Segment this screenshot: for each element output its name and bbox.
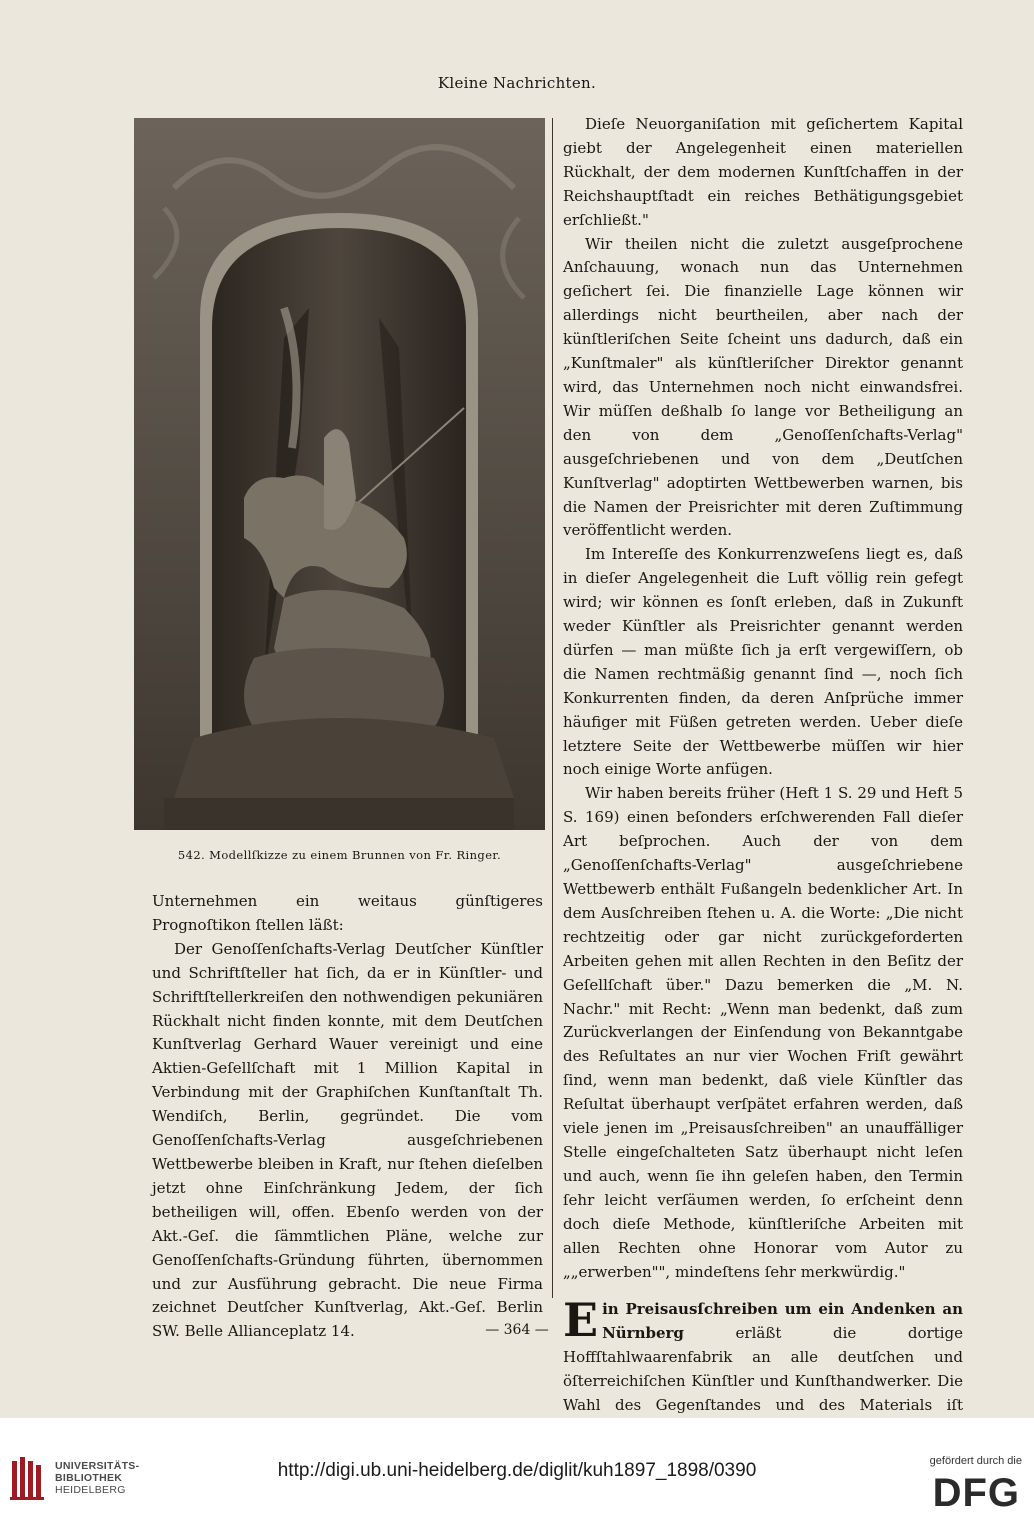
page-number: — 364 — bbox=[485, 1322, 549, 1338]
funding-note: gefördert durch die bbox=[929, 1455, 1022, 1467]
library-name: UNIVERSITÄTS- BIBLIOTHEK HEIDELBERG bbox=[55, 1460, 140, 1496]
notice-text: erläßt die dortige Hoffſtahlwaarenfabrik an alle deutſchen und öſterreichiſchen Künſtler und Kunſthandwerker. Die Wahl des Gegenſtandes und des Materials iſt bbox=[563, 1324, 963, 1415]
running-header: Kleine Nachrichten. bbox=[437, 74, 597, 92]
left-text-column bbox=[152, 890, 543, 1344]
drop-cap: E bbox=[563, 1293, 599, 1348]
paragraph: Wir theilen nicht die zuletzt ausgeſprochene Anſchauung, wonach nun das Unternehmen geſichert ſei. Die finanzielle Lage können wir allerdings nicht beurtheilen, aber nach der künſtleriſchen Seite ſcheint uns dadurch, daß ein „Kunſtmaler" als künſtleriſcher Direktor genannt wird, das Unternehmen noch nicht einwandsfrei. Wir müſſen deßhalb ſo lange vor Betheiligung an den von dem „Genoſſenſchafts-Verlag" ausgeſchriebenen und von dem „Deutſchen Kunſtverlag" adoptirten Wettbewerben warnen, bis die Namen der Preisrichter mit deren Zuſtimmung veröffentlicht werden. bbox=[563, 234, 963, 540]
paragraph: Wir haben bereits früher (Heft 1 S. 29 und Heft 5 S. 169) einen beſonders erſchwerenden Fall dieſer Art beſprochen. Auch der von dem „Genoſſenſchafts-Verlag" ausgeſchriebene Wettbewerb enthält Fußangeln bedenklicher Art. In dem Ausſchreiben ſtehen u. A. die Worte: „Die nicht rechtzeitig oder gar nicht zurückgeforderten Arbeiten gehen mit allen Rechten in den Beſitz der Geſellſchaft über." Dazu bemerken die „M. N. Nachr." mit Recht: „Wenn man bedenkt, daß zum Zurückverlangen der Einſendung von Bekanntgabe des Reſultates an nur vier Wochen Friſt gewährt ſind, wenn man bedenkt, daß viele Künſtler das Reſultat überhaupt verſpätet erfahren werden, daß viele jenen im „Preisausſchreiben" an unauffälliger Stelle eingeſchalteten Satz überhaupt nicht leſen und auch, wenn ſie ihn geleſen haben, den Termin ſehr leicht verſäumen werden, ſo erſcheint denn doch dieſe Methode, künſtleriſche Arbeiten mit allen Rechten ohne Honorar vom Autor zu „„erwerben"", mindeſtens ſehr merkwürdig." bbox=[563, 784, 963, 1281]
paragraph: Dieſe Neuorganiſation mit geſichertem Kapital giebt der Angelegenheit einen materiellen Rückhalt, der dem modernen Kunſtſchaffen in der Reichshauptſtadt ein reiches Bethätigungsgebiet erſchließt." bbox=[563, 115, 963, 229]
dfg-logo: DFG bbox=[932, 1471, 1020, 1515]
paragraph: Der Genoſſenſchafts-Verlag Deutſcher Künſtler und Schriftſteller hat ſich, da er in Künſtler- und Schriftſtellerkreiſen den nothwendigen pekuniären Rückhalt nicht finden konnte, mit dem Deutſchen Kunſtverlag Gerhard Wauer vereinigt und eine Aktien-Geſellſchaft mit 1 Million Kapital in Verbindung mit der Graphiſchen Kunſtanſtalt Th. Wendiſch, Berlin, gegründet. Die vom Genoſſenſchafts-Verlag ausgeſchriebenen Wettbewerbe bleiben in Kraft, nur ſtehen dieſelben jetzt ohne Einſchränkung Jedem, der ſich betheiligen will, offen. Ebenſo werden von der Akt.-Geſ. die ſämmtlichen Pläne, welche zur Genoſſenſchafts-Gründung führten, übernommen und zur Ausführung gebracht. Die neue Firma zeichnet Deutſcher Kunſtverlag, Akt.-Geſ. Berlin SW. Belle Allianceplatz 14. bbox=[152, 939, 543, 1341]
column-divider bbox=[552, 118, 553, 1298]
fountain-sculpture-image bbox=[134, 118, 545, 830]
permalink-url[interactable]: http://digi.ub.uni-heidelberg.de/diglit/kuh1897_1898/0390 bbox=[277, 1460, 757, 1481]
paragraph: Im Intereſſe des Konkurrenzweſens liegt es, daß in dieſer Angelegenheit die Luft völlig rein gefegt wird; wir können es ſonſt erleben, daß in Zukunft weder Künſtler als Preisrichter genannt werden dürfen — man müßte ſich ja erſt vergewiſſern, ob die Namen rechtmäßig genannt ſind —, noch ſich Konkurrenten finden, da deren Anſprüche immer häufiger mit Füßen getreten werden. Ueber dieſe letztere Seite der Wettbewerbe müſſen wir hier noch einige Worte anfügen. bbox=[563, 545, 963, 779]
figure-caption: 542. Modellſkizze zu einem Brunnen von Fr. Ringer. bbox=[177, 848, 502, 862]
notice-heading: in Preisausſchreiben um ein Andenken an Nürnberg bbox=[602, 1300, 963, 1343]
sculpture-photograph bbox=[134, 118, 545, 830]
paragraph: Unternehmen ein weitaus günſtigeres Prognoſtikon ſtellen läßt: bbox=[152, 892, 543, 934]
right-text-column bbox=[563, 113, 963, 1442]
